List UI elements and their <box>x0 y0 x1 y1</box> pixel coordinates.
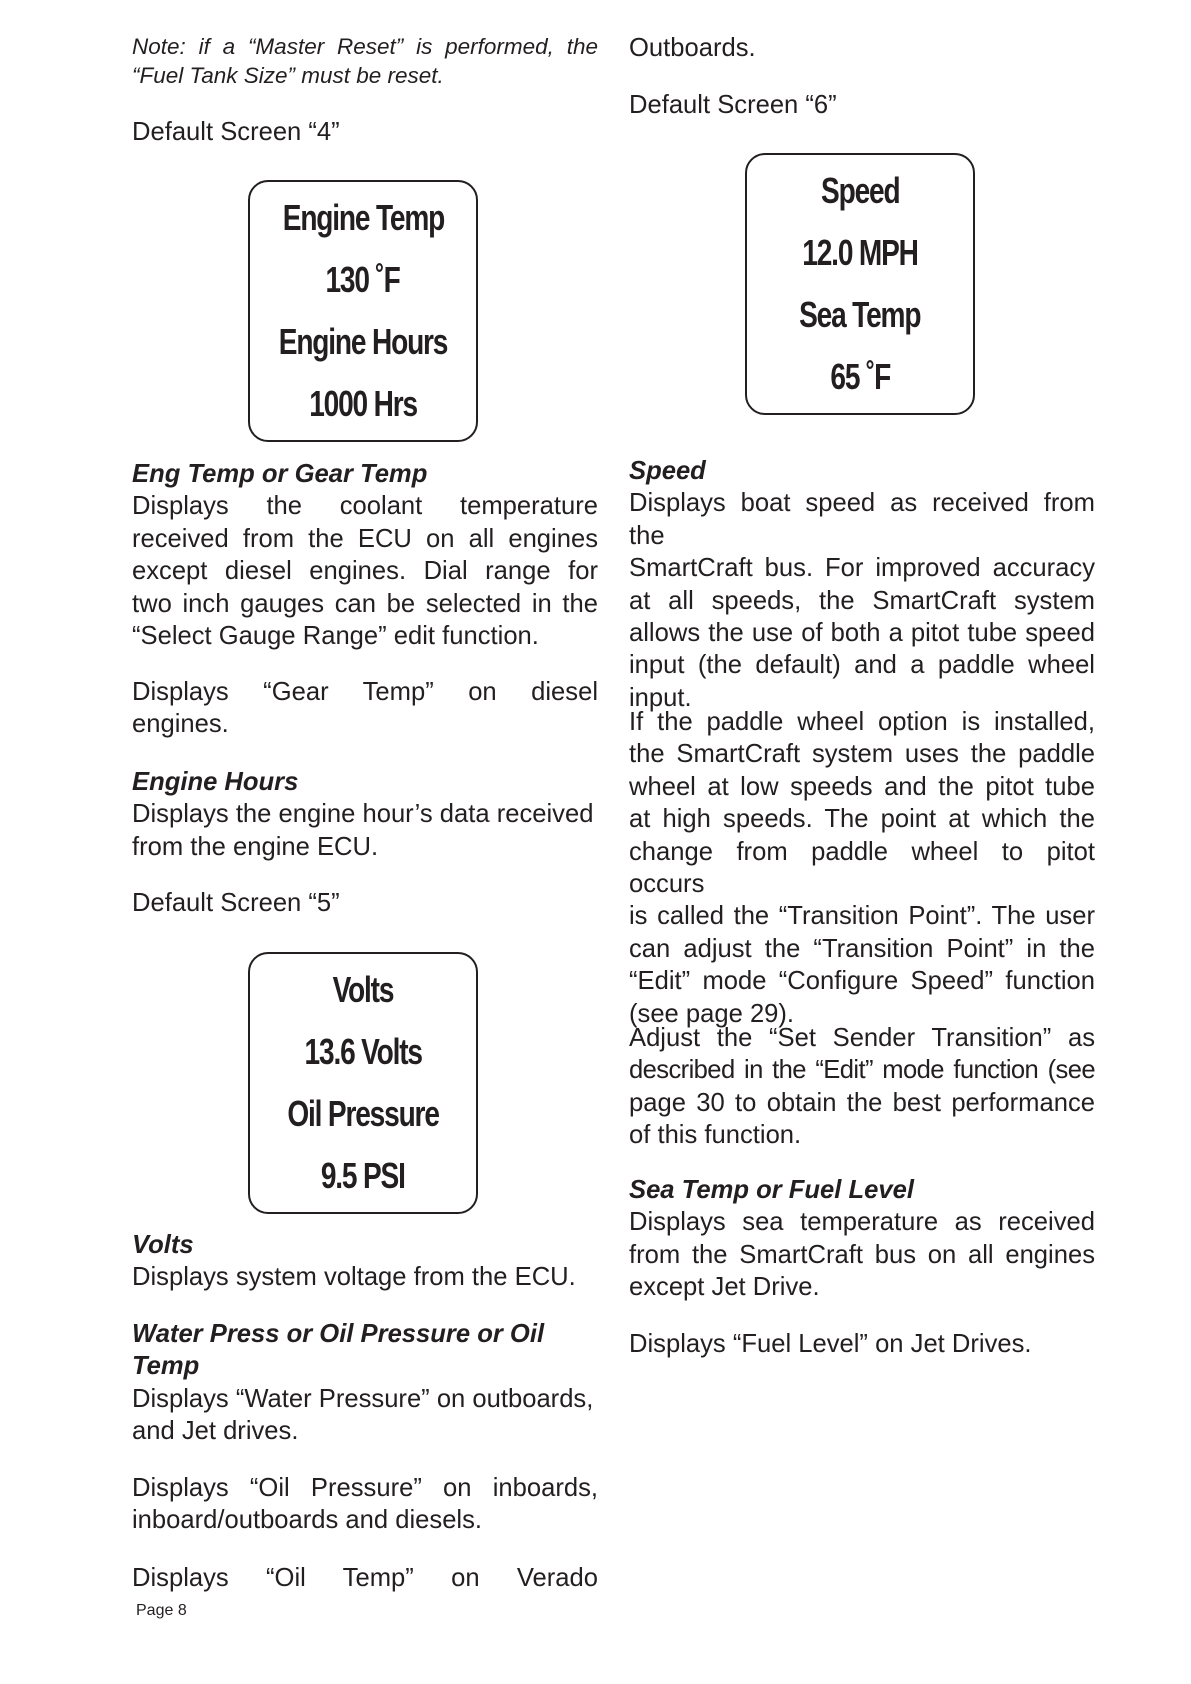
speed-heading: Speed <box>629 457 706 485</box>
default-screen-6-label: Default Screen “6” <box>629 91 837 119</box>
eng-temp-line: received from the ECU on all engines <box>132 524 598 553</box>
water-press-section <box>132 1318 598 1448</box>
paddle-line: the SmartCraft system uses the paddle <box>629 740 1095 769</box>
speed-line: input (the default) and a paddle wheel <box>629 651 1095 680</box>
eng-temp-line: “Select Gauge Range” edit function. <box>132 622 539 651</box>
speed-line: input. <box>629 683 692 712</box>
default-screen-6-display <box>745 153 975 415</box>
display-line: Speed <box>820 170 900 211</box>
sea-temp-heading: Sea Temp or Fuel Level <box>629 1176 914 1204</box>
adjust-line: Adjust the “Set Sender Transition” as <box>629 1024 1095 1052</box>
display-line: Sea Temp <box>799 294 921 335</box>
adjust-line: described in the “Edit” mode function (see <box>629 1056 1095 1085</box>
water-press-heading: Water Press or Oil Pressure or Oil <box>132 1320 545 1348</box>
paddle-line: If the paddle wheel option is installed, <box>629 708 1095 736</box>
display-line: 130 ˚F <box>325 259 401 300</box>
eng-temp-heading: Eng Temp or Gear Temp <box>132 460 428 488</box>
display-line: 65 ˚F <box>830 356 890 397</box>
eng-temp-line: Displays the coolant temperature <box>132 492 598 521</box>
water-press-heading: Temp <box>132 1352 200 1381</box>
sea-temp-line: except Jet Drive. <box>629 1273 820 1302</box>
paddle-line: wheel at low speeds and the pitot tube <box>629 772 1095 801</box>
paddle-line: change from paddle wheel to pitot occurs <box>629 837 1095 899</box>
oil-pressure-paragraph <box>132 1472 598 1537</box>
volts-text: Displays system voltage from the ECU. <box>132 1263 576 1292</box>
paddle-line: (see page 29). <box>629 999 795 1028</box>
adjust-line: page 30 to obtain the best performance <box>629 1088 1095 1117</box>
display-line: Oil Pressure <box>287 1093 439 1134</box>
sea-temp-line: Displays sea temperature as received <box>629 1208 1095 1237</box>
paddle-line: can adjust the “Transition Point” in the <box>629 934 1095 963</box>
outboards-continuation: Outboards. <box>629 34 756 62</box>
paddle-line: at high speeds. The point at which the <box>629 805 1095 834</box>
oil-temp-paragraph <box>132 1562 598 1594</box>
volts-heading: Volts <box>132 1231 194 1259</box>
default-screen-4-display <box>248 180 478 442</box>
oil-pressure-line: Displays “Oil Pressure” on inboards, <box>132 1474 598 1502</box>
gear-temp-line: Displays “Gear Temp” on diesel <box>132 678 598 706</box>
display-line: Engine Temp <box>282 197 444 238</box>
water-press-line: Displays “Water Pressure” on outboards, <box>132 1384 594 1413</box>
engine-hours-line: Displays the engine hour’s data received <box>132 800 594 829</box>
paddle-wheel-paragraph <box>629 706 1095 1030</box>
speed-line: allows the use of both a pitot tube speed <box>629 619 1095 648</box>
display-line: 9.5 PSI <box>321 1155 405 1196</box>
display-line: 13.6 Volts <box>304 1031 422 1072</box>
display-line: 12.0 MPH <box>802 232 918 273</box>
oil-pressure-line: inboard/outboards and diesels. <box>132 1506 483 1535</box>
fuel-level-paragraph <box>629 1328 1095 1360</box>
master-reset-note <box>132 32 598 90</box>
engine-hours-section <box>132 766 598 863</box>
sea-temp-line: from the SmartCraft bus on all engines <box>629 1240 1095 1269</box>
display-line: Engine Hours <box>278 321 448 362</box>
default-screen-5-display <box>248 952 478 1214</box>
display-line: Volts <box>332 969 394 1010</box>
engine-hours-heading: Engine Hours <box>132 768 299 796</box>
eng-temp-line: except diesel engines. Dial range for <box>132 557 598 586</box>
fuel-level-text: Displays “Fuel Level” on Jet Drives. <box>629 1330 1032 1358</box>
engine-hours-line: from the engine ECU. <box>132 832 379 861</box>
sea-temp-section <box>629 1174 1095 1304</box>
eng-temp-section <box>132 458 598 652</box>
default-screen-5-label: Default Screen “5” <box>132 889 340 917</box>
adjust-line: of this function. <box>629 1121 802 1150</box>
speed-line: Displays boat speed as received from the <box>629 489 1095 550</box>
speed-section <box>629 455 1095 714</box>
page-number: Page 8 <box>136 1602 187 1619</box>
paddle-line: is called the “Transition Point”. The user <box>629 902 1095 931</box>
adjust-transition-paragraph <box>629 1022 1095 1152</box>
speed-line: SmartCraft bus. For improved accuracy <box>629 554 1095 583</box>
speed-line: at all speeds, the SmartCraft system <box>629 586 1095 615</box>
oil-temp-line: Displays “Oil Temp” on Verado <box>132 1564 598 1592</box>
display-line: 1000 Hrs <box>309 383 417 424</box>
gear-temp-line: engines. <box>132 710 229 739</box>
default-screen-4-label: Default Screen “4” <box>132 118 340 146</box>
volts-section <box>132 1229 598 1294</box>
paddle-line: “Edit” mode “Configure Speed” function <box>629 967 1095 996</box>
water-press-line: and Jet drives. <box>132 1417 299 1446</box>
gear-temp-paragraph <box>132 676 598 741</box>
note-text: Note: if a “Master Reset” is performed, the “Fuel Tank Size” must be reset. <box>132 34 598 88</box>
eng-temp-line: two inch gauges can be selected in the <box>132 589 598 618</box>
